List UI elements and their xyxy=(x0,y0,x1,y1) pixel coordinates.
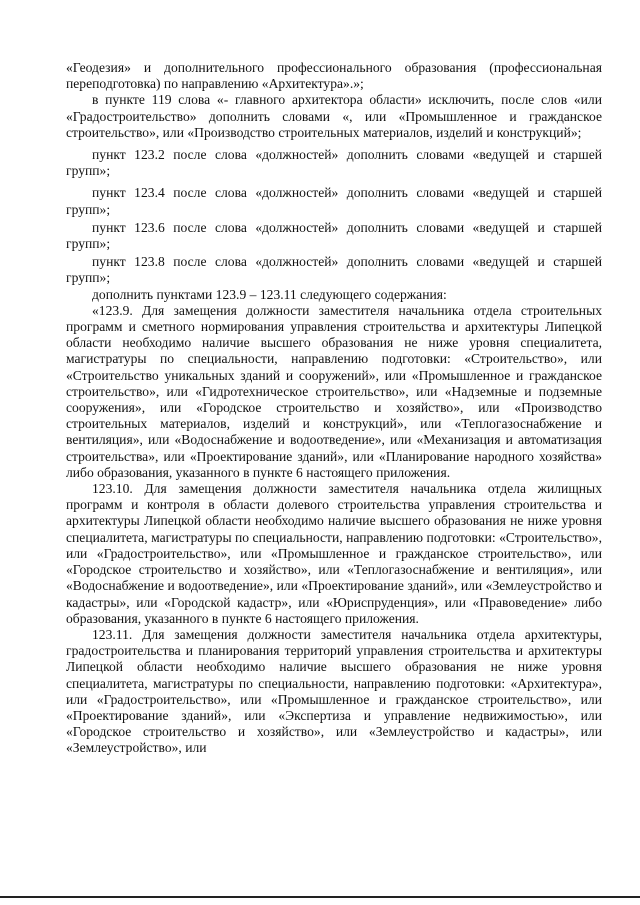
document-page xyxy=(66,60,602,757)
paragraph-item-123-8: пункт 123.8 после слова «должностей» дополнить словами «ведущей и старшей групп»; xyxy=(66,254,602,286)
paragraph-item-119: в пункте 119 слова «- главного архитектора области» исключить, после слов «или «Градостроительство» дополнить словами «, или «Промышленное и гражданское строительство», или «Производство строительных материалов, изделий и конструкций»; xyxy=(66,92,602,140)
paragraph-geodesy-continuation: «Геодезия» и дополнительного профессионального образования (профессиональная переподготовка) по направлению «Архитектура».»; xyxy=(66,60,602,92)
page-bottom-rule xyxy=(0,896,640,898)
paragraph-add-items: дополнить пунктами 123.9 – 123.11 следующего содержания: xyxy=(92,286,447,302)
paragraph-item-123-10: 123.10. Для замещения должности заместителя начальника отдела жилищных программ и контроля в области долевого строительства управления строительства и архитектуры Липецкой области необходимо наличие высшего образования не ниже уровня специалитета, магистратуры по специальности, направлению подготовки: «Строительство», или «Градостроительство», или «Промышленное и гражданское строительство», или «Городское строительство и хозяйство», или «Теплогазоснабжение и вентиляция», или «Водоснабжение и водоотведение», или «Проектирование зданий», или «Землеустройство и кадастры», или «Городской кадастр», или «Юриспруденция», или «Правоведение» либо образования, указанного в пункте 6 настоящего приложения. xyxy=(66,481,602,626)
paragraph-item-123-6: пункт 123.6 после слова «должностей» дополнить словами «ведущей и старшей групп»; xyxy=(66,219,602,252)
paragraph-item-123-9: «123.9. Для замещения должности заместителя начальника отдела строительных программ и сметного нормирования управления строительства и архитектуры Липецкой области необходимо наличие высшего образования не ниже уровня специалитета, магистратуры по специальности, направлению подготовки: «Строительство», или «Строительство уникальных зданий и сооружений», или «Промышленное и гражданское строительство», или «Гидротехническое строительство», или «Надземные и подземные сооружения», или «Городское строительство и хозяйство», или «Производство строительных материалов, изделий и конструкций», или «Теплогазоснабжение и вентиляция», или «Водоснабжение и водоотведение», или «Механизация и автоматизация строительства», или «Проектирование зданий», или «Планирование народного хозяйства» либо образования, указанного в пункте 6 настоящего приложения. xyxy=(66,302,602,480)
paragraph-item-123-4: пункт 123.4 после слова «должностей» дополнить словами «ведущей и старшей групп»; xyxy=(66,185,602,217)
paragraph-item-123-2: пункт 123.2 после слова «должностей» дополнить словами «ведущей и старшей групп»; xyxy=(66,147,602,179)
paragraph-item-123-11: 123.11. Для замещения должности заместителя начальника отдела архитектуры, градостроительства и планирования территорий управления строительства и архитектуры Липецкой области необходимо наличие высшего образования не ниже уровня специалитета, магистратуры по специальности, направлению подготовки: «Архитектура», или «Градостроительство», или «Промышленное и гражданское строительство», или «Проектирование зданий», или «Экспертиза и управление недвижимостью», или «Городское строительство и хозяйство», или «Землеустройство и кадастры», или «Землеустройство», или xyxy=(66,626,602,756)
